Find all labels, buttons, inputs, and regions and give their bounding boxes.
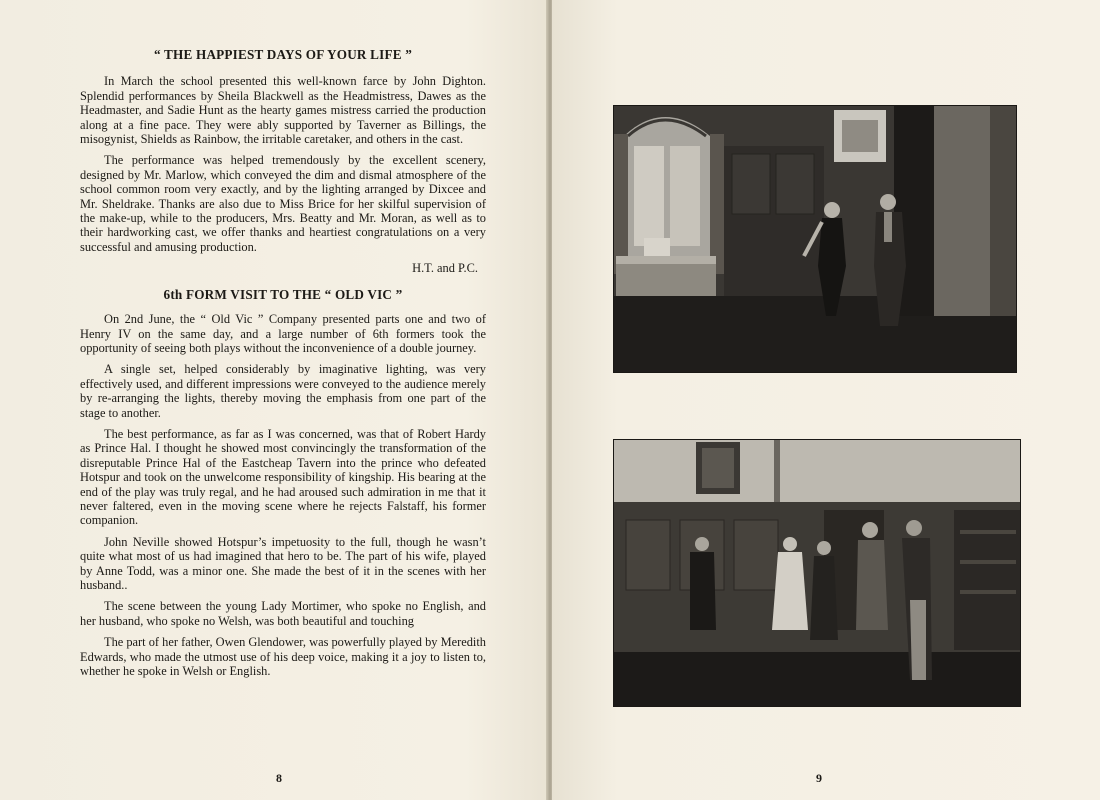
- left-page-text: [80, 48, 486, 685]
- article1-paragraph: The performance was helped tremendously by the excellent scenery, designed by Mr. Marlow, which conveyed the dim and dismal atmosphere of the school common room very exactly, and by the lighting arranged by Dixcee and Mr. Sheldrake. Thanks are also due to Miss Brice for her skilful supervision of the make-up, while to the producers, Mrs. Beatty and Mr. Moran, as well as to their hardworking cast, we offer thanks and heartiest congratulations on a very successful and amusing production.: [80, 153, 486, 254]
- article2-paragraph: A single set, helped considerably by imaginative lighting, was very effectively used, and different impressions were conveyed to the audience merely by re-arranging the lights, thereby moving the emphasis from one part of the stage to another.: [80, 362, 486, 420]
- article2-paragraph: The best performance, as far as I was concerned, was that of Robert Hardy as Prince Hal. I thought he showed most convincingly the transformation of the disreputable Prince Hal of the Eastcheap Tavern into the prince who defeated Hotspur and took on the unwelcome responsibility of kingship. His bearing at the end of the play was truly regal, and he had aroused such admiration in me that it never faltered, even in the moving scene where he rejects Falstaff, his former companion.: [80, 426, 486, 528]
- stage-photo-common-room-image: [614, 106, 1016, 372]
- left-page: [0, 0, 548, 800]
- article-title-old-vic: 6th FORM VISIT TO THE “ OLD VIC ”: [163, 286, 403, 302]
- article2-paragraph: John Neville showed Hotspur’s impetuosity to the full, though he wasn’t quite what most of us had imagined that hero to be. The part of his wife, played by Anne Todd, was a minor one. She made the best of it in the scenes with her husband..: [80, 534, 486, 592]
- article-title-happiest-days: “ THE HAPPIEST DAYS OF YOUR LIFE ”: [153, 47, 413, 62]
- page-number-left: 8: [276, 771, 282, 785]
- article1-paragraph: In March the school presented this well-known farce by John Dighton. Splendid performances by Sheila Blackwell as the Headmistress, Dawes as the Headmaster, and Sadie Hunt as the hearty games mistress carried the production along at a fine pace. They were ably supported by Taverner as Billings, the misogynist, Shields as Rainbow, the irritable caretaker, and others in the cast.: [80, 74, 486, 147]
- article2-paragraph: On 2nd June, the “ Old Vic ” Company presented parts one and two of Henry IV on the same day, and a large number of 6th formers took the opportunity of seeing both plays without the inconvenience of a double journey.: [80, 312, 486, 355]
- stage-photo-group-scene-image: [614, 440, 1020, 706]
- page-number-right: 9: [816, 771, 822, 785]
- article2-paragraph: The part of her father, Owen Glendower, was powerfully played by Meredith Edwards, who made the utmost use of his deep voice, making it a joy to listen to, whether he spoke in Welsh or English.: [80, 635, 486, 679]
- stage-photo-group-scene: [614, 440, 1020, 706]
- article1-signoff: H.T. and P.C.: [412, 261, 478, 276]
- right-page: [552, 0, 1100, 800]
- article2-paragraph: The scene between the young Lady Mortimer, who spoke no English, and her husband, who spoke no Welsh, was both beautiful and touching: [80, 599, 486, 628]
- stage-photo-common-room: [614, 106, 1016, 372]
